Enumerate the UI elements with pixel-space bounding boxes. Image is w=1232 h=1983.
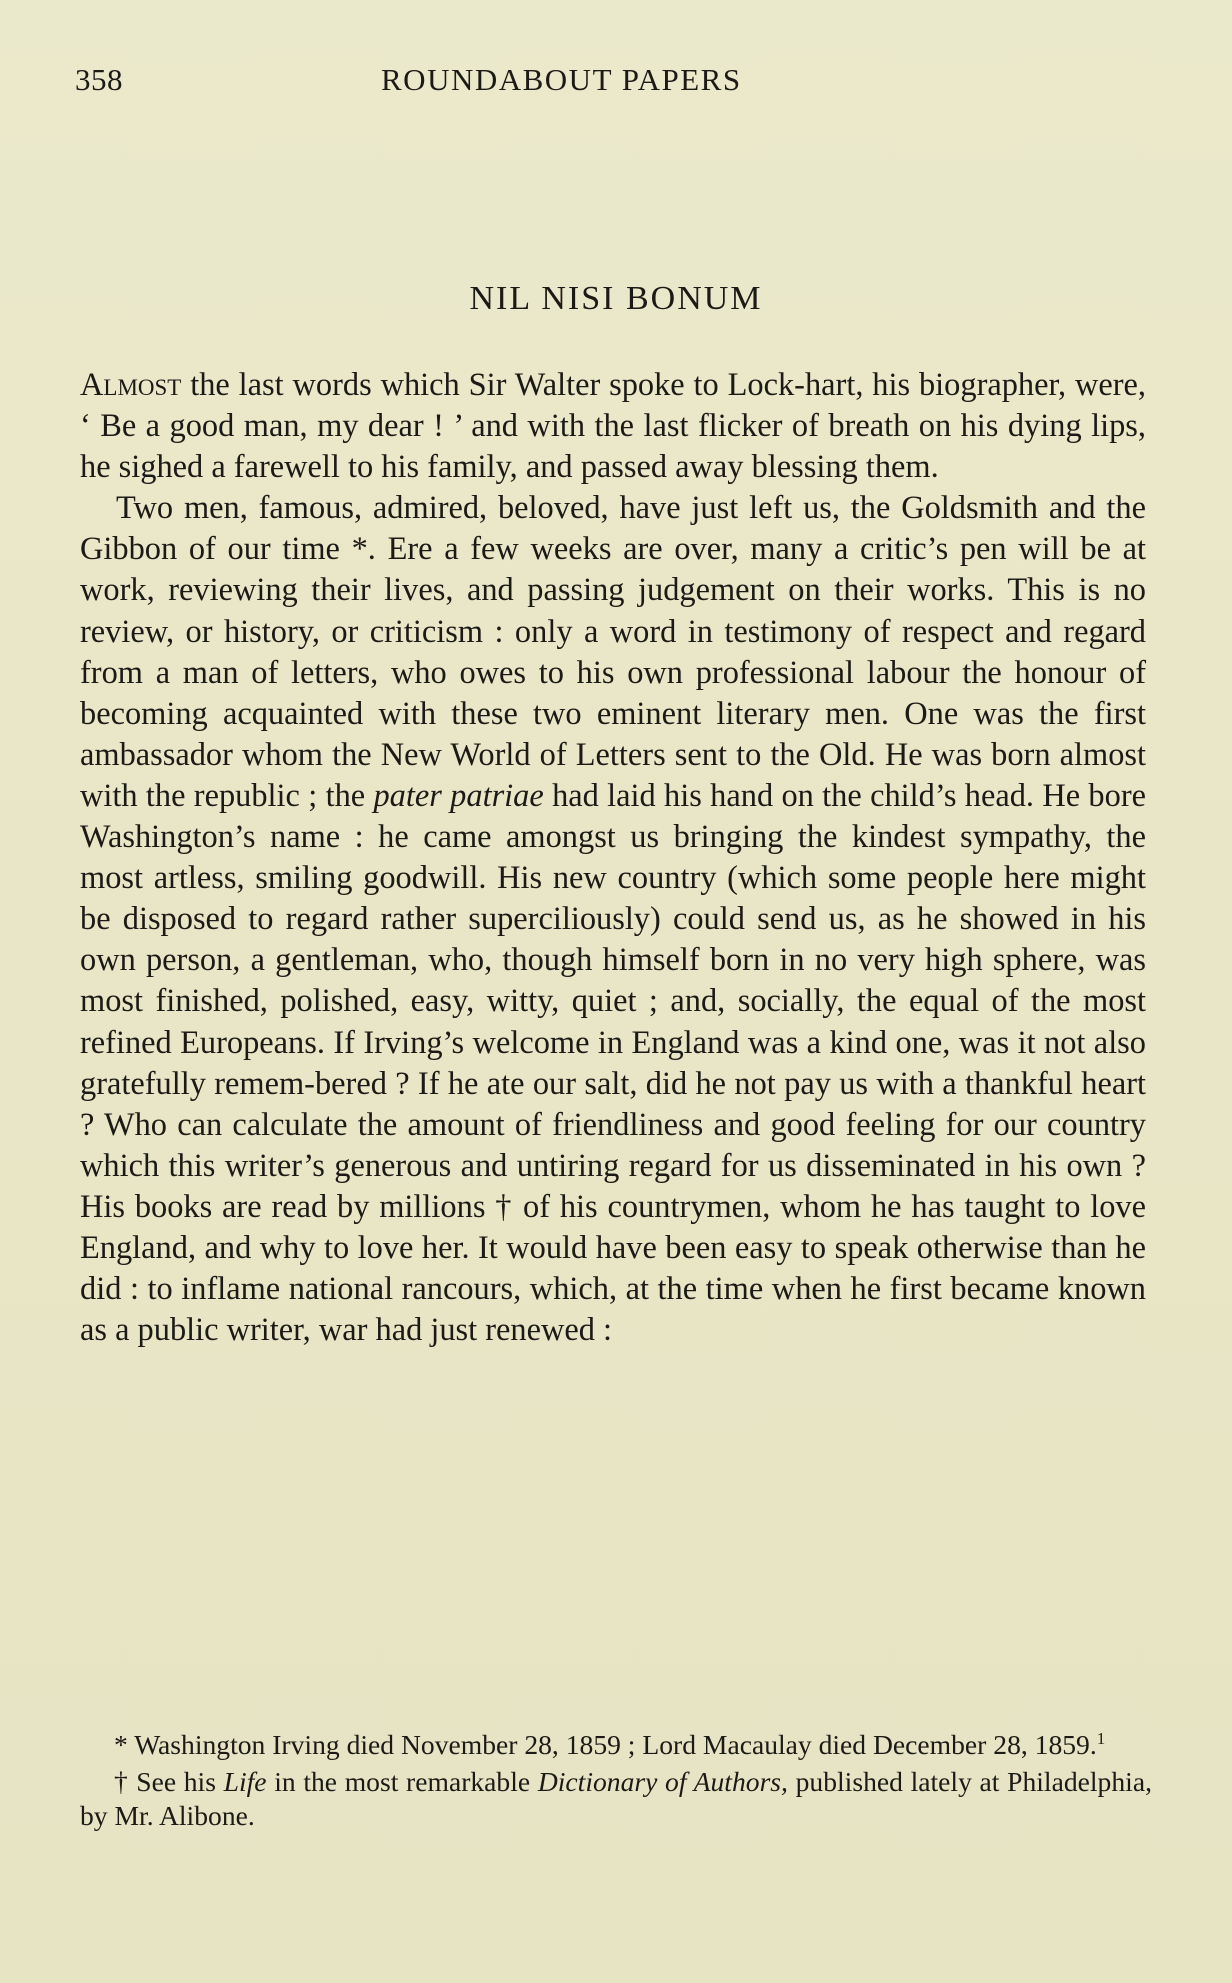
footnote-2-life: Life	[223, 1766, 267, 1797]
footnote-2	[80, 1765, 1152, 1833]
running-title: ROUNDABOUT PAPERS	[381, 62, 742, 97]
chapter-title: NIL NISI BONUM	[469, 280, 763, 317]
paragraph-1	[80, 365, 1146, 488]
footnote-1	[80, 1728, 1152, 1762]
footnote-2-dictionary: Dictionary of Authors,	[537, 1766, 788, 1797]
latin-phrase: pater patriae	[373, 777, 544, 814]
paragraph-1-text: the last words which Sir Walter spoke to Lock-hart, his biographer, were, ‘ Be a good man, my dear ! ’ and with the last flicker of breath on his dying lips, he sighed a farewell to his family, and passed away blessing them.	[80, 367, 1146, 486]
paragraph-2-text-b: had laid his hand on the child’s head. He bore Washington’s name : he came amongst us bringing the kindest sympathy, the most artless, smiling goodwill. His new country (which some people here might be disposed to regard rather superciliously) could send us, as he showed in his own person, a gentleman, who, though himself born in no very high sphere, was most finished, polished, easy, witty, quiet ; and, socially, the equal of the most refined Europeans. If Irving’s welcome in England was a kind one, was it not also gratefully remem-bered ? If he ate our salt, did he not pay us with a thankful heart ? Who can calculate the amount of friendliness and good feeling for our country which this writer’s generous and untiring regard for us disseminated in his own ? His books are read by millions † of his countrymen, whom he has taught to love England, and why to love her. It would have been easy to speak otherwise than he did : to inflame national rancours, which, at the time when he first became known as a public writer, war had just renewed :	[80, 777, 1146, 1349]
footnote-1-superscript: 1	[1096, 1728, 1106, 1748]
footnote-1-text: * Washington Irving died November 28, 1859 ; Lord Macaulay died December 28, 1859.	[114, 1729, 1097, 1760]
footnote-2-text-c: published lately at Philadelphia, by Mr. Alibone.	[80, 1766, 1152, 1831]
footnote-2-text-b: in the most remarkable	[266, 1766, 538, 1797]
running-head	[75, 62, 1135, 102]
footnote-2-text-a: † See his	[114, 1766, 224, 1797]
paragraph-2-text-a: Two men, famous, admired, beloved, have just left us, the Goldsmith and the Gibbon of our time *. Ere a few weeks are over, many a critic’s pen will be at work, reviewing their lives, and passing judgement on their works. This is no review, or history, or criticism : only a word in testimony of respect and regard from a man of letters, who owes to his own professional labour the honour of becoming acquainted with these two eminent literary men. One was the first ambassador whom the New World of Letters sent to the Old. He was born almost with the republic ; the	[80, 490, 1146, 814]
paragraph-lead-word: Almost	[80, 367, 182, 403]
page-number: 358	[75, 62, 123, 97]
paragraph-2	[80, 488, 1146, 1351]
footnotes	[80, 1728, 1152, 1833]
body-text	[80, 365, 1146, 1351]
